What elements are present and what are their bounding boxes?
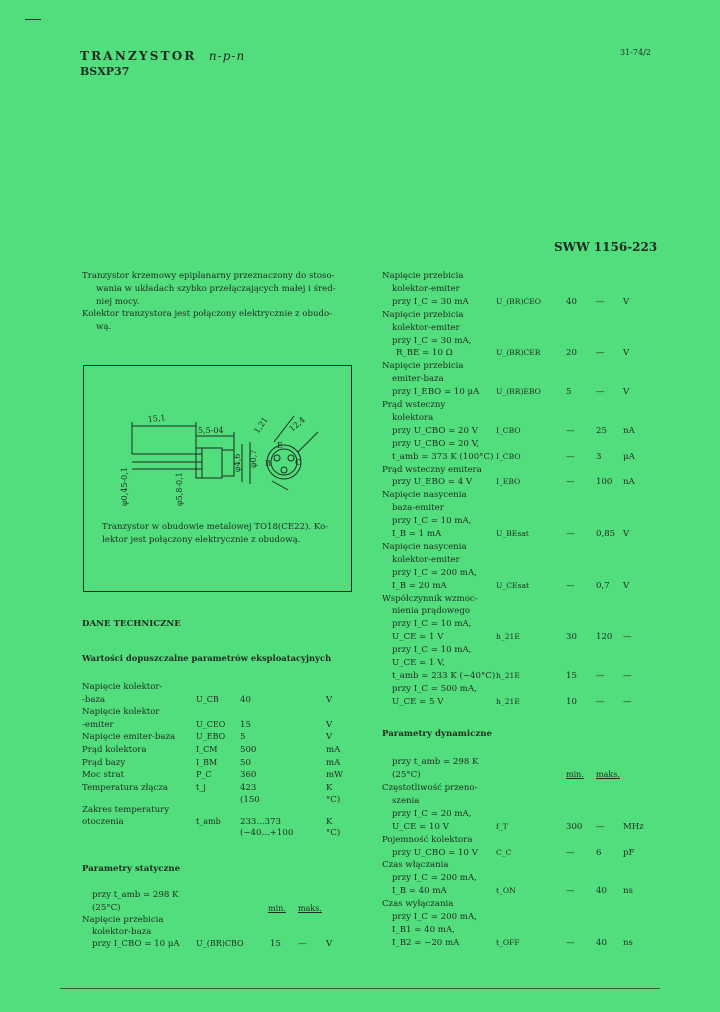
- param-name: kolektor-emiter: [392, 322, 460, 333]
- dim-label: φ5,8-0,1: [175, 472, 184, 506]
- param-symbol: t_amb: [196, 816, 221, 826]
- param-name: Napięcie nasycenia: [382, 490, 467, 501]
- caption-line: Tranzystor w obudowie metalowej TO18(CE22). Ko-: [102, 522, 329, 532]
- param-symbol: I_CM: [196, 745, 218, 754]
- intro-line: Tranzystor krzemowy epiplanarny przeznaczony do stoso-: [82, 271, 335, 281]
- condition-line: (25°C): [92, 902, 121, 913]
- param-name: Zakres temperatury: [82, 805, 170, 815]
- condition-line: (25°C): [392, 769, 421, 780]
- param-name: U_CE = 1 V,: [392, 658, 445, 668]
- param-name: przy I_C = 30 mA,: [392, 335, 472, 346]
- param-name: przy U_CBO = 20 V: [392, 425, 478, 436]
- param-max: 3: [596, 451, 602, 462]
- param-min: 300: [566, 821, 583, 832]
- param-min: —: [566, 937, 575, 948]
- param-unit: ns: [623, 937, 633, 948]
- section-title: DANE TECHNICZNE: [82, 619, 181, 629]
- param-name: nienia prądowego: [392, 606, 471, 617]
- title-text: TRANZYSTOR: [80, 49, 197, 63]
- pin-label: E: [277, 441, 283, 450]
- param-unit: K: [326, 816, 333, 827]
- param-name: przy I_C = 200 mA,: [392, 912, 477, 922]
- dim-label: 5,5-04: [198, 426, 224, 435]
- param-name: -emiter: [82, 719, 114, 730]
- param-name: kolektor-baza: [92, 926, 152, 937]
- package-drawing-frame: [83, 365, 352, 592]
- param-name: przy I_CBO = 10 μA: [92, 938, 180, 949]
- param-min: —: [566, 529, 575, 539]
- bottom-rule: [60, 988, 660, 989]
- param-symbol: I_BM: [196, 757, 218, 767]
- param-name: Temperatura złącza: [82, 782, 168, 793]
- param-max: 0,7: [596, 580, 610, 591]
- param-name: przy I_C = 20 mA,: [392, 808, 472, 819]
- param-value: 500: [240, 745, 257, 755]
- param-name: I_B1 = 40 mA,: [392, 924, 455, 935]
- param-min: —: [566, 847, 575, 858]
- param-symbol: I_CBO: [496, 451, 521, 461]
- param-name: baza-emiter: [392, 503, 444, 514]
- param-name: kolektor-emiter: [392, 283, 460, 294]
- intro-line: Kolektor tranzystora jest połączony elektrycznie z obudo-: [82, 309, 333, 320]
- param-symbol: t_j: [196, 782, 206, 792]
- param-symbol: h_21E: [496, 696, 520, 706]
- param-name: przy I_C = 200 mA,: [392, 873, 477, 884]
- page-code: 31-74/2: [620, 48, 651, 57]
- param-max: 6: [596, 847, 602, 858]
- param-max: —: [596, 821, 605, 832]
- param-unit: —: [623, 696, 632, 707]
- dyn-max-header: maks.: [596, 770, 620, 779]
- param-name: Prąd kolektora: [82, 745, 147, 755]
- param-min: —: [566, 425, 575, 436]
- param-name: przy I_EBO = 10 μA: [392, 387, 480, 398]
- param-name: przy I_C = 10 mA,: [392, 516, 472, 527]
- param-name: przy I_C = 30 mA: [392, 296, 469, 307]
- param-name: Napięcie kolektor: [82, 707, 160, 718]
- param-name: Napięcie kolektor-: [82, 682, 163, 692]
- param-unit: °C): [326, 828, 341, 839]
- pin-label: B: [265, 459, 271, 468]
- param-min: 5: [566, 387, 572, 398]
- param-unit: mA: [326, 757, 341, 768]
- param-max: —: [596, 696, 605, 707]
- param-max: —: [596, 296, 605, 307]
- param-max: 120: [596, 632, 613, 643]
- condition-line: przy t_amb = 298 K: [392, 757, 479, 767]
- param-unit: V: [326, 938, 333, 949]
- package-drawing: [84, 366, 351, 591]
- dim-label: 12,4: [287, 415, 307, 434]
- dyn-title: Parametry dynamiczne: [382, 729, 492, 739]
- param-unit: pF: [623, 847, 635, 858]
- param-value: 360: [240, 770, 257, 781]
- param-symbol: U_(BR)CEO: [496, 296, 541, 306]
- param-name: kolektor-emiter: [392, 554, 460, 565]
- param-name: Czas włączania: [382, 860, 449, 871]
- static-max-header: maks.: [298, 904, 322, 913]
- param-symbol: t_ON: [496, 886, 516, 896]
- param-symbol: U_BEsat: [496, 529, 529, 538]
- param-name: kolektora: [392, 412, 434, 423]
- param-symbol: U_CB: [196, 694, 219, 704]
- param-max: —: [298, 938, 307, 949]
- param-max: 0,85: [596, 529, 616, 539]
- static-condition: [92, 889, 178, 915]
- param-unit: nA: [623, 425, 635, 436]
- intro-line: wania w układach szybko przełączających małej i śred-: [96, 283, 336, 294]
- param-min: 30: [566, 632, 577, 643]
- param-name: U_CE = 10 V: [392, 821, 449, 832]
- param-name: U_CE = 1 V: [392, 632, 444, 643]
- param-max: —: [596, 670, 605, 681]
- param-value: 423: [240, 782, 257, 793]
- param-name: Czas wyłączania: [382, 899, 454, 910]
- param-value: 15: [240, 719, 251, 730]
- param-symbol: U_CEO: [196, 719, 226, 729]
- param-name: emiter-baza: [392, 374, 444, 385]
- param-name: I_B2 = −20 mA: [392, 937, 460, 948]
- param-max: —: [596, 387, 605, 398]
- param-name: Napięcie przebicia: [382, 361, 464, 372]
- param-min: 10: [566, 696, 577, 707]
- param-unit: nA: [623, 477, 635, 488]
- intro-line: niej mocy.: [96, 296, 140, 307]
- param-name: przy U_EBO = 4 V: [392, 477, 473, 488]
- dim-label: 15,1: [147, 413, 166, 424]
- doc-title: [80, 49, 245, 63]
- param-name: t_amb = 373 K (100°C): [392, 451, 494, 462]
- param-name: t_amb = 233 K (−40°C): [392, 670, 496, 681]
- param-symbol: I_EBO: [496, 477, 521, 487]
- param-value: 5: [240, 732, 246, 743]
- param-name: Napięcie przebicia: [82, 915, 164, 925]
- param-min: —: [566, 886, 575, 897]
- param-min: —: [566, 451, 575, 462]
- param-symbol: U_(BR)CER: [496, 348, 541, 358]
- param-name: Częstotliwość przeno-: [382, 783, 478, 793]
- param-name: Współczynnik wzmoc-: [382, 593, 478, 604]
- param-value: (150: [240, 795, 260, 806]
- param-symbol: t_OFF: [496, 937, 520, 947]
- param-value: (−40...+100: [240, 828, 294, 839]
- param-symbol: U_EBO: [196, 732, 226, 742]
- param-name: Napięcie emiter-baza: [82, 732, 176, 743]
- param-min: 15: [270, 938, 281, 949]
- param-name: przy I_C = 500 mA,: [392, 683, 477, 694]
- param-symbol: h_21E: [496, 670, 520, 680]
- param-unit: V: [623, 580, 630, 591]
- param-name: przy U_CBO = 20 V,: [392, 438, 480, 449]
- param-unit: μA: [623, 451, 635, 462]
- param-min: 15: [566, 670, 577, 681]
- param-name: szenia: [392, 795, 420, 806]
- transistor-type: n-p-n: [208, 49, 246, 63]
- param-min: 40: [566, 296, 577, 307]
- param-symbol: U_(BR)CBO: [196, 938, 244, 948]
- dim-label: 1,21: [252, 415, 270, 436]
- param-unit: K: [326, 782, 333, 793]
- param-name: przy I_C = 10 mA,: [392, 619, 472, 630]
- caption-line: lektor jest połączony elektrycznie z obudową.: [102, 534, 301, 545]
- param-name: I_B = 20 mA: [392, 580, 447, 591]
- param-max: 25: [596, 425, 607, 436]
- limits-title: Wartości dopuszczalne parametrów eksploatacyjnych: [82, 653, 332, 663]
- static-min-header: min.: [268, 904, 286, 913]
- param-value: 40: [240, 694, 251, 705]
- param-name: -baza: [82, 694, 106, 705]
- param-symbol: U_CEsat: [496, 580, 530, 590]
- param-unit: mA: [326, 745, 341, 755]
- param-unit: V: [623, 387, 630, 398]
- param-name: przy U_CBO = 10 V: [392, 847, 478, 858]
- param-unit: °C): [326, 795, 341, 806]
- param-name: R_BE = 10 Ω: [396, 348, 453, 359]
- dyn-condition: [392, 756, 478, 782]
- param-name: Prąd wsteczny emitera: [382, 464, 482, 475]
- param-unit: mW: [326, 770, 343, 781]
- param-name: I_B = 1 mA: [392, 529, 442, 539]
- top-rule: [25, 19, 41, 20]
- static-title: Parametry statyczne: [82, 864, 181, 874]
- param-name: I_B = 40 mA: [392, 886, 447, 897]
- param-unit: V: [326, 719, 333, 730]
- param-name: Napięcie nasycenia: [382, 541, 467, 552]
- param-max: —: [596, 348, 605, 359]
- param-value: 50: [240, 757, 251, 768]
- dim-label: φ0,45-0,1: [120, 467, 129, 506]
- param-name: przy I_C = 10 mA,: [392, 645, 472, 656]
- intro-paragraph: [82, 270, 336, 334]
- param-name: otoczenia: [82, 816, 124, 827]
- param-symbol: C_C: [496, 847, 512, 857]
- param-unit: —: [623, 632, 632, 643]
- sww-code: SWW 1156-223: [554, 240, 658, 254]
- condition-line: przy t_amb = 298 K: [92, 890, 179, 900]
- param-min: 20: [566, 348, 577, 359]
- param-symbol: U_(BR)EBO: [496, 387, 541, 397]
- param-name: Prąd wsteczny: [382, 400, 446, 410]
- param-unit: MHz: [623, 821, 644, 832]
- param-min: —: [566, 580, 575, 591]
- diagram-caption: [102, 521, 328, 547]
- param-value: 233...373: [240, 816, 282, 827]
- param-name: Moc strat: [82, 770, 125, 781]
- param-symbol: h_21E: [496, 632, 520, 642]
- param-name: Napięcie przebicia: [382, 271, 464, 281]
- dyn-min-header: min.: [566, 770, 584, 779]
- param-unit: V: [326, 694, 333, 705]
- param-unit: V: [326, 732, 333, 743]
- param-name: Prąd bazy: [82, 757, 126, 768]
- param-name: U_CE = 5 V: [392, 696, 444, 707]
- param-max: 40: [596, 937, 607, 948]
- dim-label: φ0,7: [249, 449, 258, 468]
- param-name: Pojemność kolektora: [382, 834, 473, 845]
- param-unit: V: [623, 296, 630, 307]
- param-symbol: P_C: [196, 770, 212, 780]
- pin-label: C: [295, 458, 302, 467]
- param-symbol: f_T: [496, 821, 508, 831]
- param-name: przy I_C = 200 mA,: [392, 567, 477, 578]
- intro-line: wą.: [96, 322, 112, 333]
- param-unit: —: [623, 670, 632, 681]
- param-unit: V: [623, 529, 630, 539]
- param-unit: V: [623, 348, 630, 359]
- param-max: 100: [596, 477, 613, 488]
- param-symbol: I_CBO: [496, 425, 521, 435]
- param-name: Napięcie przebicia: [382, 309, 464, 320]
- dim-label: φ4,6: [233, 453, 242, 472]
- part-number: BSXP37: [80, 65, 130, 78]
- param-max: 40: [596, 886, 607, 897]
- param-unit: ns: [623, 886, 633, 897]
- param-min: —: [566, 477, 575, 488]
